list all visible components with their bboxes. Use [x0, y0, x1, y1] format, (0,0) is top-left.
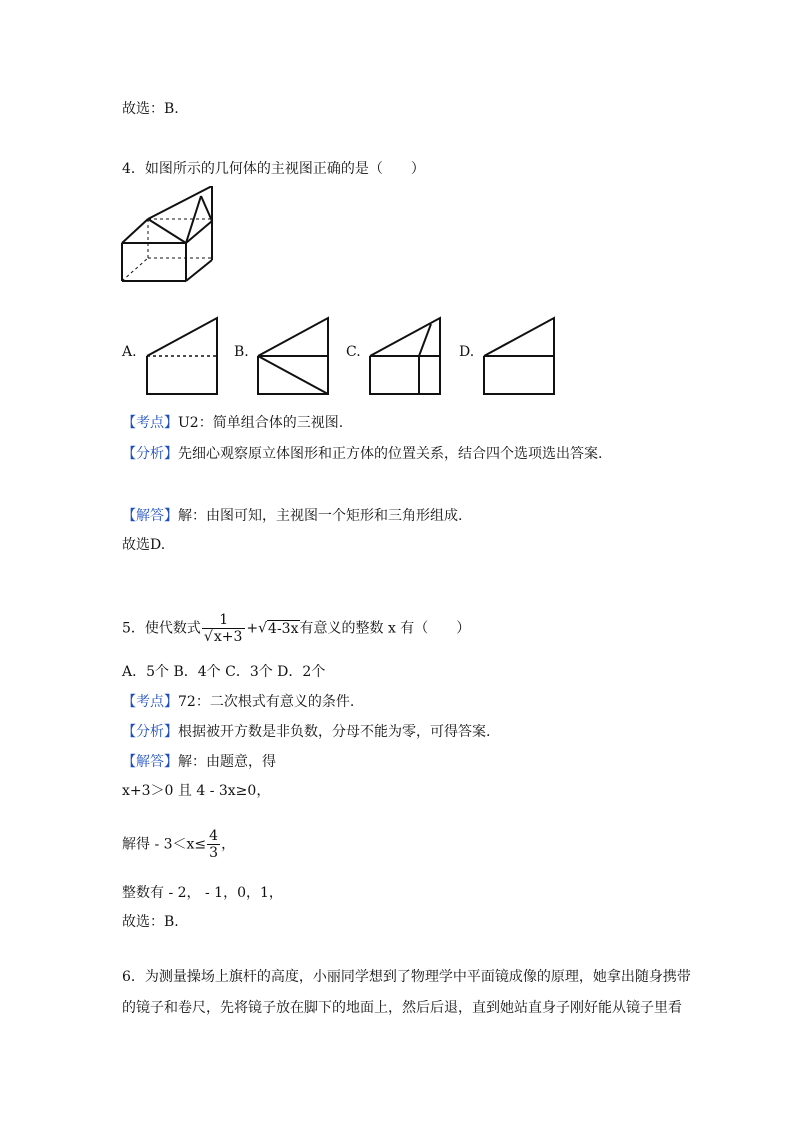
q5-choices: A．5个 B．4个 C．3个 D．2个: [122, 664, 326, 680]
kaodian-tag: 【考点】: [122, 415, 178, 431]
q5-solution: [122, 828, 235, 861]
option-b-label: B.: [234, 344, 249, 360]
fenxi-text: 先细心观察原立体图形和正方体的位置关系，结合四个选项选出答案.: [178, 446, 603, 462]
solid-figure: [118, 186, 222, 288]
fenxi-tag: 【分析】: [122, 446, 178, 462]
q5-solve-numerator: 4: [209, 828, 219, 844]
jieda-tag: 【解答】: [122, 508, 178, 524]
fenxi-tag: 【分析】: [122, 724, 178, 740]
q5-frac-numerator: 1: [202, 612, 245, 629]
q5-solve-prefix: 解得 - 3＜x≤: [122, 836, 207, 853]
q4-kaodian: [122, 413, 343, 433]
q5-integers: 整数有 - 2， - 1，0，1，: [122, 885, 283, 901]
fenxi-text: 根据被开方数是非负数，分母不能为零，可得答案.: [178, 724, 491, 740]
question-6-line-2: 的镜子和卷尺，先将镜子放在脚下的地面上，然后后退，直到她站直身子刚好能从镜子里看: [122, 1000, 682, 1016]
q4-fenxi: [122, 444, 602, 464]
q5-prefix: 5．使代数式: [122, 620, 201, 637]
jieda-text: 解：由图可知，主视图一个矩形和三角形组成.: [178, 508, 463, 524]
question-5-text: 5．使代数式 $\frac{1}{√x+3}$ +√4-3x有意义的整数 x 有（ ）: [122, 612, 471, 645]
q5-solve-denominator: 3: [209, 845, 219, 861]
q5-condition: x+3＞0 且 4 - 3x≥0，: [122, 783, 271, 799]
option-b-figure: [256, 316, 332, 396]
option-c-figure: [368, 316, 444, 396]
q5-jieda: [122, 752, 276, 772]
option-d-label: D.: [459, 344, 475, 360]
option-a-label: A.: [122, 344, 137, 360]
kaodian-tag: 【考点】: [122, 694, 178, 710]
q5-plus: +: [246, 620, 259, 637]
q5-fraction: $\frac{1}{√x+3}$: [202, 612, 245, 645]
jieda-text: 解：由题意，得: [178, 754, 276, 770]
question-6-line-1: 6．为测量操场上旗杆的高度，小丽同学想到了物理学中平面镜成像的原理，她拿出随身携带: [122, 969, 691, 985]
previous-conclusion: 故选：B.: [122, 101, 179, 117]
q5-solve-suffix: ，: [221, 836, 236, 853]
q4-conclusion: 故选D.: [122, 537, 166, 553]
q5-fenxi: [122, 722, 490, 742]
kaodian-text: U2：简单组合体的三视图.: [178, 415, 344, 431]
option-d-figure: [482, 316, 558, 396]
kaodian-text: 72：二次根式有意义的条件.: [178, 694, 355, 710]
q5-solve-fraction: [207, 828, 220, 861]
question-4-text: 4．如图所示的几何体的主视图正确的是（ ）: [122, 161, 425, 177]
q5-frac-denominator: x+3: [213, 629, 243, 645]
q5-suffix: 有意义的整数 x 有（ ）: [299, 620, 471, 637]
q4-jieda: [122, 506, 462, 526]
q5-conclusion: 故选：B.: [122, 914, 179, 930]
option-c-label: C.: [346, 344, 361, 360]
q5-kaodian: [122, 692, 354, 712]
q5-sqrt-expression: 4-3x: [268, 620, 299, 637]
option-a-figure: [145, 316, 221, 396]
jieda-tag: 【解答】: [122, 754, 178, 770]
